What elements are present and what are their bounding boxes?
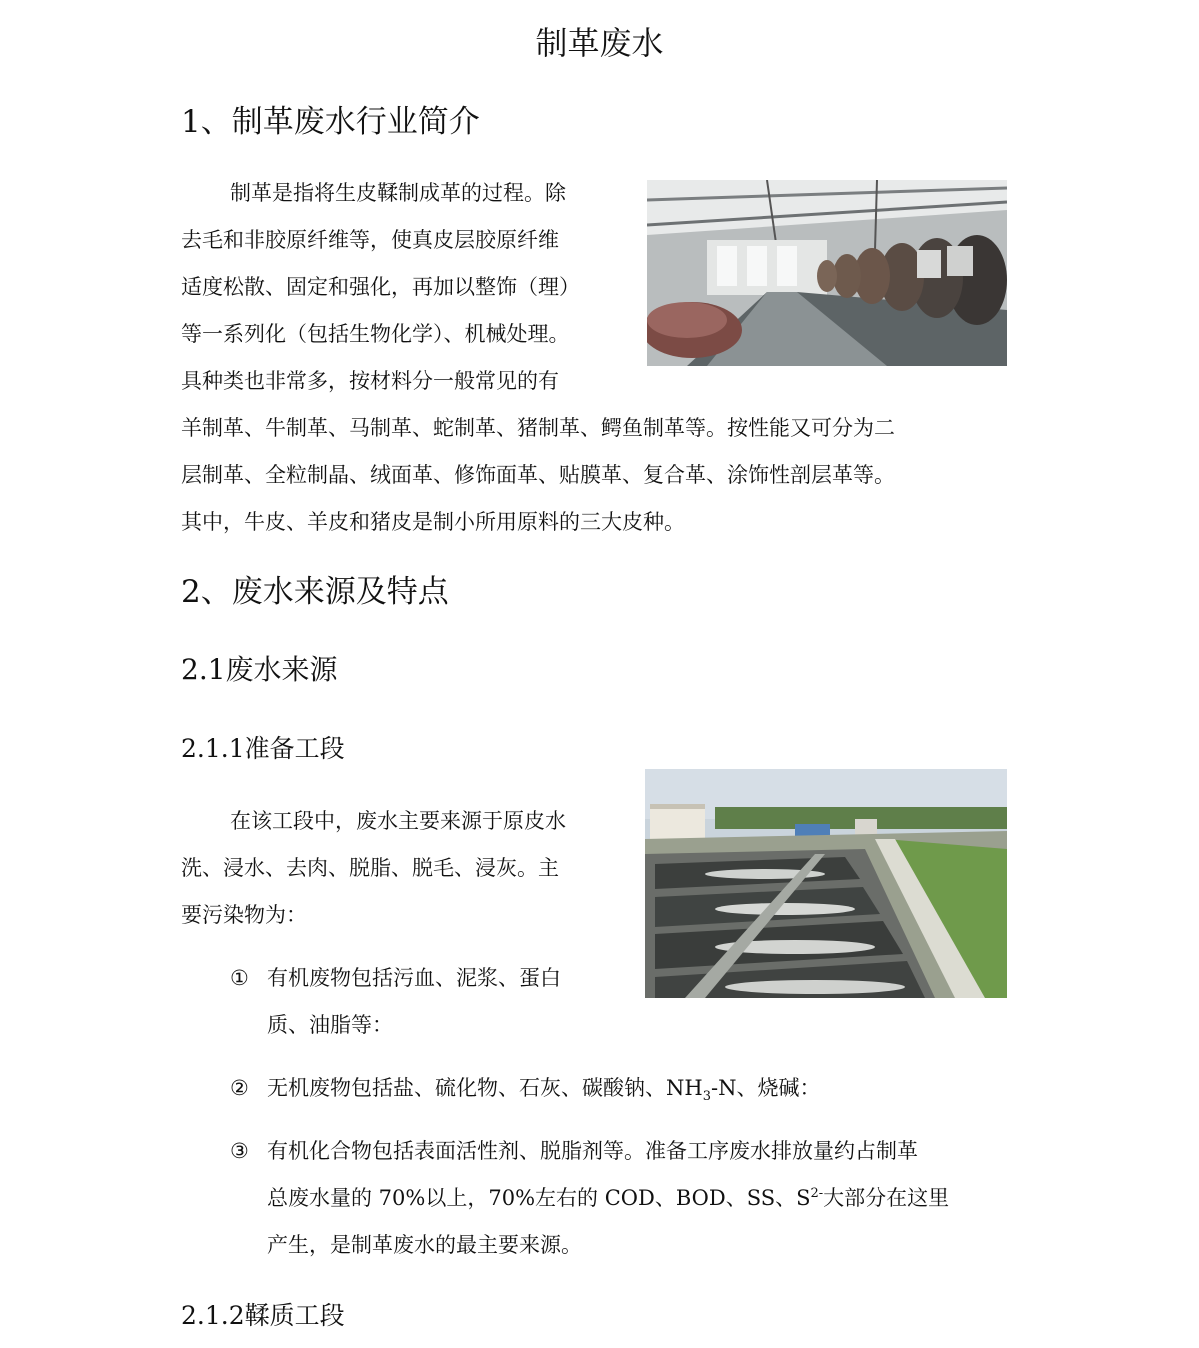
tannery-factory-photo <box>647 180 1007 366</box>
paragraph-line: 制革是指将生皮鞣制成革的过程。除 <box>230 181 566 205</box>
list-item-3-line: 总废水量的 70%以上，70%左右的 COD、BOD、SS、$S^{2-}$大部分在这里 <box>267 1186 950 1210</box>
subsection-2-1-heading: 2.1废水来源 <box>181 653 338 686</box>
list-marker: ① <box>230 966 249 990</box>
section-1-heading: 1、制革废水行业简介 <box>181 104 480 140</box>
list-marker: ② <box>230 1076 249 1100</box>
paragraph-line: 等一系列化（包括生物化学）、机械处理。 <box>181 322 570 346</box>
paragraph-line: 去毛和非胶原纤维等，使真皮层胶原纤维 <box>181 228 559 252</box>
list-item-3-line: 有机化合物包括表面活性剂、脱脂剂等。准备工序废水排放量约占制革 <box>267 1139 918 1163</box>
page-title: 制革废水 <box>535 24 664 62</box>
paragraph-line: 具种类也非常多，按材料分一般常见的有 <box>181 369 559 393</box>
list-item-2-line: 无机废物包括盐、硫化物、石灰、碳酸钠、$NH_3-N$、烧碱： <box>267 1076 821 1105</box>
subsection-2-1-2-heading: 2.1.2鞣质工段 <box>181 1301 345 1330</box>
subsection-2-1-1-heading: 2.1.1准备工段 <box>181 734 345 763</box>
paragraph-line: 在该工段中，废水主要来源于原皮水 <box>230 809 566 833</box>
paragraph-line: 洗、浸水、去肉、脱脂、脱毛、浸灰。主 <box>181 856 559 880</box>
list-marker: ③ <box>230 1139 249 1163</box>
paragraph-line: 其中，牛皮、羊皮和猪皮是制小所用原料的三大皮种。 <box>181 510 685 534</box>
paragraph-line: 层制革、全粒制晶、绒面革、修饰面革、贴膜革、复合革、涂饰性剖层革等。 <box>181 463 895 487</box>
section-2-heading: 2、废水来源及特点 <box>181 574 449 610</box>
paragraph-line: 羊制革、牛制革、马制革、蛇制革、猪制革、鳄鱼制革等。按性能又可分为二 <box>181 416 895 440</box>
list-item-3-line: 产生，是制革废水的最主要来源。 <box>267 1233 582 1257</box>
paragraph-line: 要污染物为： <box>181 903 307 927</box>
paragraph-line: 适度松散、固定和强化，再加以整饰（理） <box>181 275 580 299</box>
list-item-1-line: 有机废物包括污血、泥浆、蛋白 <box>267 966 561 990</box>
wastewater-plant-photo <box>645 769 1007 998</box>
list-item-1-line: 质、油脂等： <box>267 1013 393 1037</box>
